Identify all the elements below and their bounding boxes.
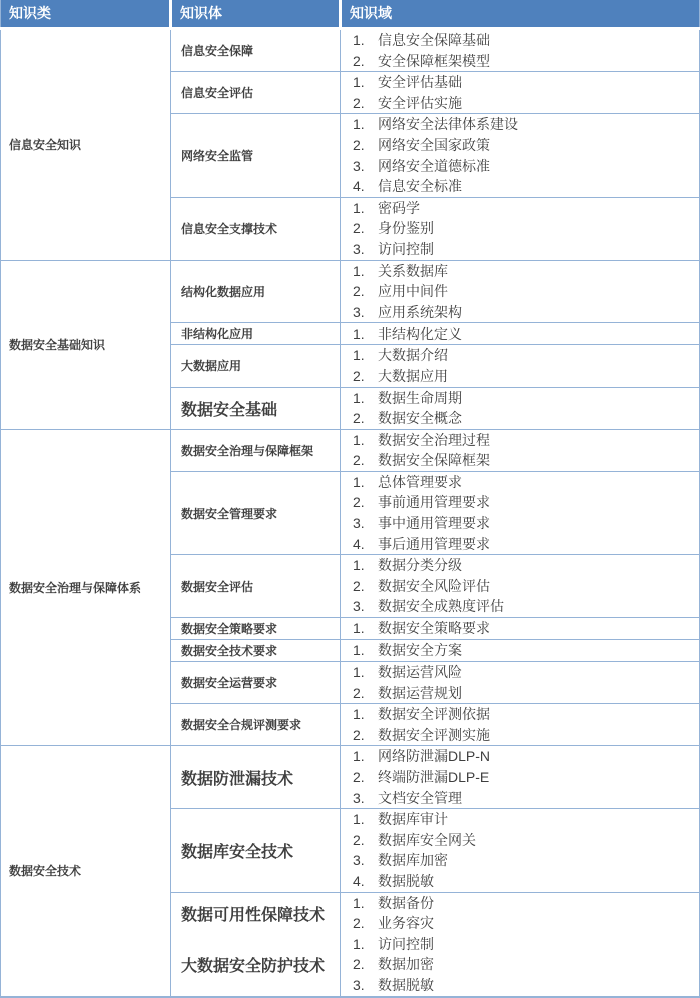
knowledge-domain-cell (341, 892, 700, 934)
domain-item (341, 513, 699, 534)
knowledge-domain-cell (341, 934, 700, 997)
domain-item (341, 934, 699, 955)
item-number: 2. (353, 410, 365, 427)
domain-item (341, 850, 699, 871)
domain-item (341, 596, 699, 617)
knowledge-domain-cell (341, 704, 700, 746)
domain-item (341, 788, 699, 809)
item-number: 1. (353, 642, 365, 659)
knowledge-body-cell: 数据可用性保障技术 (171, 892, 341, 934)
item-number: 1. (353, 116, 365, 133)
item-text: 数据脱敏 (378, 872, 434, 889)
knowledge-domain-cell (341, 429, 700, 471)
knowledge-body-cell: 信息安全评估 (171, 72, 341, 114)
item-text: 应用中间件 (378, 283, 448, 300)
item-number: 3. (353, 515, 365, 532)
knowledge-body-cell: 数据安全合规评测要求 (171, 704, 341, 746)
item-number: 2. (353, 726, 365, 743)
domain-item (341, 534, 699, 555)
domain-item (341, 809, 699, 830)
knowledge-body-cell: 数据安全运营要求 (171, 662, 341, 704)
item-text: 网络防泄漏DLP-N (378, 748, 491, 765)
item-text: 事前通用管理要求 (378, 494, 490, 511)
knowledge-domain-cell (341, 260, 700, 323)
item-text: 数据备份 (378, 894, 434, 911)
domain-item (341, 725, 699, 746)
knowledge-body-cell: 信息安全保障 (171, 29, 341, 72)
item-number: 4. (353, 872, 365, 889)
item-text: 数据库加密 (378, 852, 448, 869)
item-number: 1. (353, 706, 365, 723)
item-text: 数据运营规划 (378, 684, 462, 701)
domain-item (341, 408, 699, 429)
item-number: 2. (353, 220, 365, 237)
item-number: 1. (353, 431, 365, 448)
item-text: 数据安全评测依据 (378, 706, 490, 723)
knowledge-domain-cell (341, 323, 700, 345)
knowledge-domain-cell (341, 746, 700, 809)
item-number: 3. (353, 598, 365, 615)
item-number: 2. (353, 956, 365, 973)
item-number: 1. (353, 389, 365, 406)
item-text: 信息安全标准 (378, 178, 462, 195)
knowledge-domain-cell (341, 197, 700, 260)
item-text: 关系数据库 (378, 262, 448, 279)
item-text: 数据安全方案 (378, 642, 462, 659)
domain-item (341, 830, 699, 851)
item-number: 4. (353, 535, 365, 552)
item-number: 2. (353, 915, 365, 932)
domain-item (341, 114, 699, 135)
domain-item (341, 51, 699, 72)
item-text: 大数据介绍 (378, 347, 448, 364)
domain-item (341, 366, 699, 387)
item-number: 2. (353, 831, 365, 848)
item-number: 2. (353, 769, 365, 785)
item-number: 1. (353, 347, 365, 364)
knowledge-body-cell: 结构化数据应用 (171, 260, 341, 323)
domain-item (341, 683, 699, 704)
item-number: 1. (353, 748, 365, 765)
domain-item (341, 576, 699, 597)
domain-item (341, 30, 699, 51)
domain-item (341, 767, 699, 788)
col-header-knowledge-domain: 知识域 (341, 0, 700, 29)
item-text: 数据库审计 (378, 811, 448, 828)
item-number: 3. (353, 240, 365, 257)
col-header-knowledge-category: 知识类 (1, 0, 171, 29)
domain-item (341, 261, 699, 282)
item-number: 2. (353, 136, 365, 153)
domain-item (341, 913, 699, 934)
item-text: 访问控制 (378, 240, 434, 257)
knowledge-body-cell: 数据安全管理要求 (171, 471, 341, 554)
category-cell: 信息安全知识 (1, 29, 171, 261)
item-number: 3. (353, 789, 365, 806)
domain-item (341, 975, 699, 996)
knowledge-domain-cell (341, 387, 700, 429)
table-row (1, 260, 700, 323)
knowledge-body-cell: 数据安全治理与保障框架 (171, 429, 341, 471)
item-number: 1. (353, 199, 365, 216)
knowledge-body-cell: 非结构化应用 (171, 323, 341, 345)
item-text: 数据安全保障框架 (378, 452, 490, 469)
domain-item (341, 472, 699, 493)
domain-item (341, 871, 699, 892)
knowledge-body-cell: 数据库安全技术 (171, 809, 341, 892)
knowledge-domain-cell (341, 72, 700, 114)
item-number: 1. (353, 473, 365, 490)
item-number: 1. (353, 325, 365, 342)
item-text: 数据安全治理过程 (378, 431, 490, 448)
domain-item (341, 218, 699, 239)
domain-item (341, 618, 699, 639)
domain-item (341, 302, 699, 323)
item-text: 身份鉴别 (378, 220, 434, 237)
item-text: 访问控制 (378, 935, 434, 952)
item-number: 1. (353, 935, 365, 952)
domain-item (341, 893, 699, 914)
item-text: 业务容灾 (378, 915, 434, 932)
domain-item (341, 662, 699, 683)
domain-item (341, 555, 699, 576)
item-number: 1. (353, 32, 365, 48)
item-text: 数据加密 (378, 956, 434, 973)
domain-item (341, 492, 699, 513)
domain-item (341, 156, 699, 177)
item-text: 事后通用管理要求 (378, 535, 490, 552)
domain-item (341, 704, 699, 725)
domain-item (341, 430, 699, 451)
item-number: 1. (353, 894, 365, 911)
domain-item (341, 388, 699, 409)
item-number: 2. (353, 684, 365, 701)
item-text: 总体管理要求 (378, 473, 462, 490)
item-number: 4. (353, 178, 365, 195)
item-number: 1. (353, 811, 365, 828)
knowledge-body-cell: 信息安全支撑技术 (171, 197, 341, 260)
item-text: 数据运营风险 (378, 664, 462, 681)
item-text: 数据库安全网关 (378, 831, 476, 848)
item-text: 大数据应用 (378, 367, 448, 384)
category-cell: 数据安全治理与保障体系 (1, 429, 171, 746)
item-number: 2. (353, 94, 365, 111)
item-text: 安全评估实施 (378, 94, 462, 111)
item-text: 数据生命周期 (378, 389, 462, 406)
item-text: 安全评估基础 (378, 74, 462, 91)
item-text: 密码学 (378, 199, 420, 216)
item-number: 2. (353, 52, 365, 69)
item-number: 3. (353, 303, 365, 320)
table-row (1, 429, 700, 471)
item-text: 网络安全道德标准 (378, 157, 490, 174)
knowledge-domain-cell (341, 471, 700, 554)
item-text: 文档安全管理 (378, 789, 462, 806)
knowledge-body-cell: 数据安全基础 (171, 387, 341, 429)
item-text: 数据分类分级 (378, 557, 462, 574)
item-text: 网络安全法律体系建设 (378, 116, 518, 133)
table-body (1, 29, 700, 997)
item-text: 网络安全国家政策 (378, 136, 490, 153)
domain-item (341, 324, 699, 345)
item-number: 3. (353, 157, 365, 174)
knowledge-domain-cell (341, 29, 700, 72)
knowledge-domain-cell (341, 809, 700, 892)
domain-item (341, 746, 699, 767)
item-number: 2. (353, 283, 365, 300)
knowledge-domain-cell (341, 114, 700, 197)
category-cell: 数据安全基础知识 (1, 260, 171, 429)
item-number: 2. (353, 577, 365, 594)
table-header-row (1, 0, 700, 29)
item-text: 应用系统架构 (378, 303, 462, 320)
knowledge-domain-cell (341, 618, 700, 640)
item-text: 数据脱敏 (378, 976, 434, 993)
item-number: 3. (353, 852, 365, 869)
item-text: 信息安全保障基础 (378, 32, 490, 48)
item-number: 2. (353, 494, 365, 511)
item-number: 1. (353, 74, 365, 91)
domain-item (341, 345, 699, 366)
knowledge-body-cell: 数据防泄漏技术 (171, 746, 341, 809)
knowledge-body-cell: 大数据应用 (171, 345, 341, 387)
table-row (1, 29, 700, 72)
item-text: 安全保障框架模型 (378, 52, 490, 69)
item-text: 非结构化定义 (378, 325, 462, 342)
item-text: 数据安全评测实施 (378, 726, 490, 743)
col-header-knowledge-body: 知识体 (171, 0, 341, 29)
knowledge-body-cell: 数据安全技术要求 (171, 640, 341, 662)
knowledge-body-cell: 数据安全评估 (171, 555, 341, 618)
domain-item (341, 640, 699, 661)
item-text: 数据安全风险评估 (378, 577, 490, 594)
domain-item (341, 198, 699, 219)
knowledge-domain-cell (341, 555, 700, 618)
domain-item (341, 135, 699, 156)
knowledge-body-cell: 网络安全监管 (171, 114, 341, 197)
knowledge-domain-cell (341, 662, 700, 704)
knowledge-body-cell: 大数据安全防护技术 (171, 934, 341, 997)
domain-item (341, 954, 699, 975)
domain-item (341, 450, 699, 471)
domain-item (341, 281, 699, 302)
domain-item (341, 239, 699, 260)
item-number: 1. (353, 557, 365, 574)
knowledge-domain-cell (341, 345, 700, 387)
item-text: 数据安全成熟度评估 (378, 598, 504, 615)
table-row (1, 746, 700, 809)
item-text: 事中通用管理要求 (378, 515, 490, 532)
knowledge-domain-cell (341, 640, 700, 662)
domain-item (341, 176, 699, 197)
item-number: 2. (353, 367, 365, 384)
item-text: 终端防泄漏DLP-E (378, 769, 490, 785)
item-number: 2. (353, 452, 365, 469)
domain-item (341, 93, 699, 114)
domain-item (341, 72, 699, 93)
knowledge-body-cell: 数据安全策略要求 (171, 618, 341, 640)
item-number: 1. (353, 620, 365, 637)
item-number: 3. (353, 976, 365, 993)
item-number: 1. (353, 262, 365, 279)
category-cell: 数据安全技术 (1, 746, 171, 997)
item-number: 1. (353, 664, 365, 681)
item-text: 数据安全策略要求 (378, 620, 490, 637)
item-text: 数据安全概念 (378, 410, 462, 427)
